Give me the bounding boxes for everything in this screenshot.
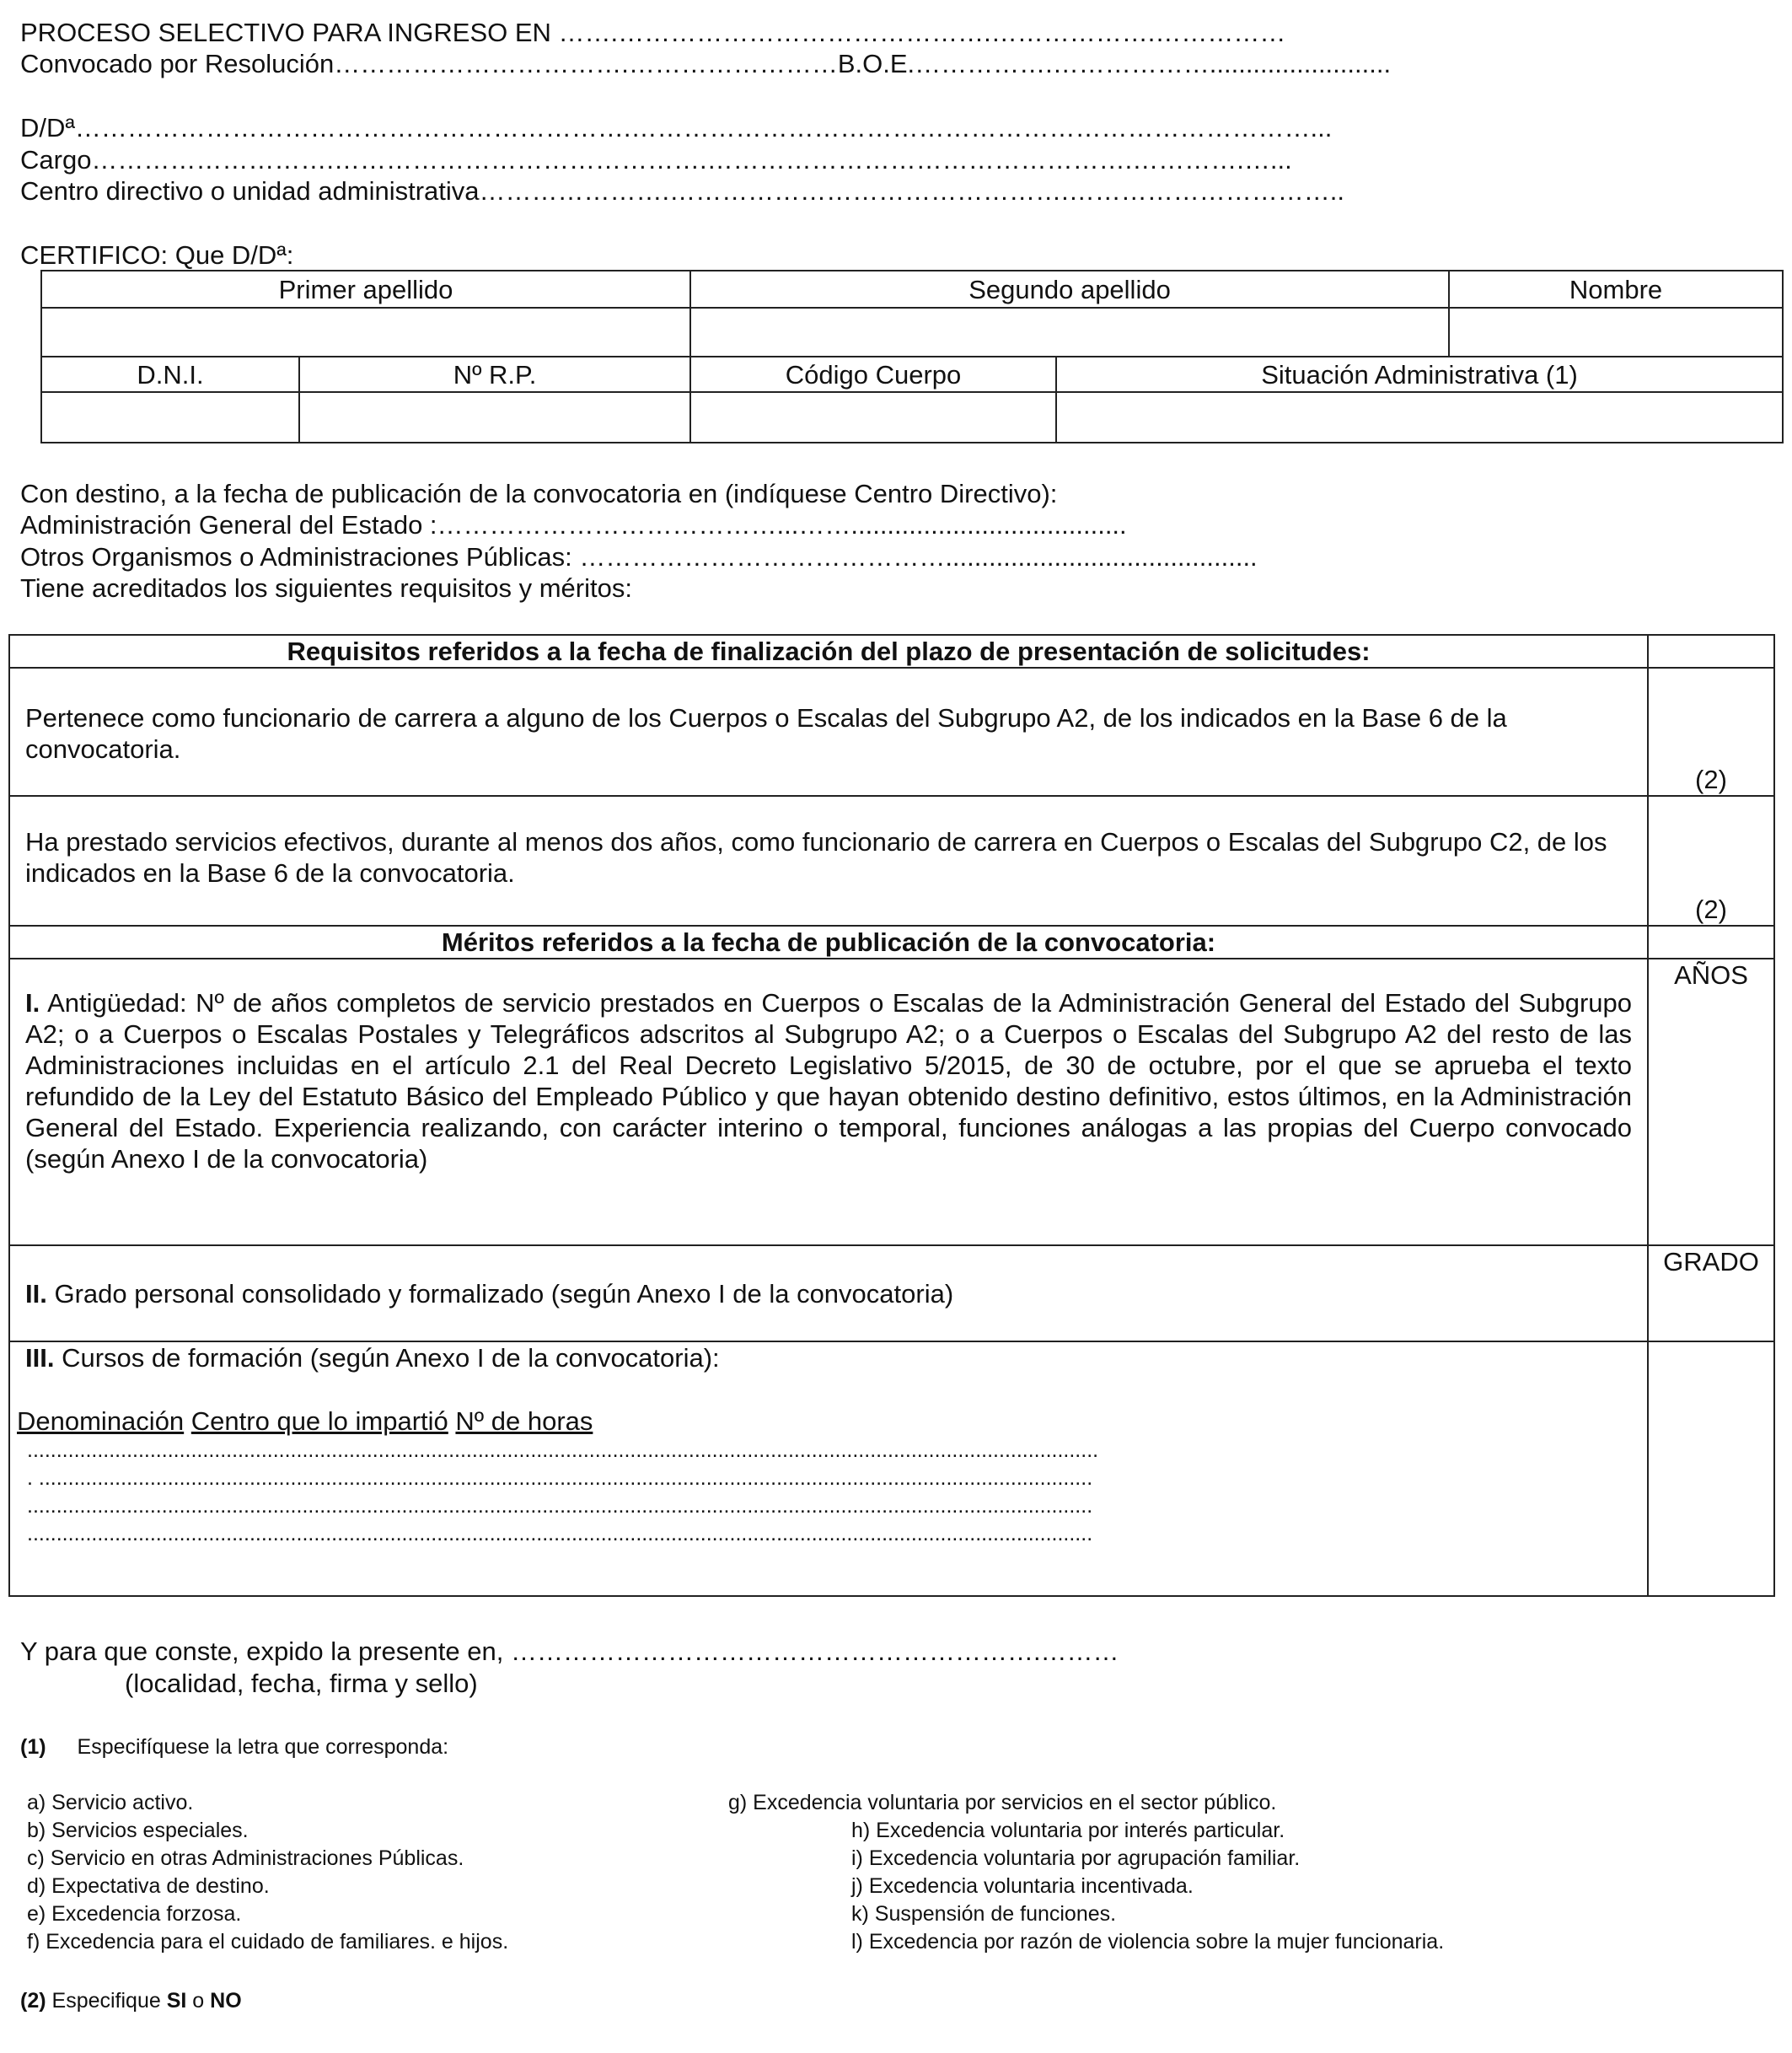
header-codigo-cuerpo: Código Cuerpo [690,357,1056,392]
situacion-g: g) Excedencia voluntaria por servicios en el sector público. [728,1791,1277,1814]
header-situacion: Situación Administrativa (1) [1056,357,1783,392]
acreditados-line: Tiene acreditados los siguientes requisitos y méritos: [20,573,632,603]
situacion-l: l) Excedencia por razón de violencia sobre la mujer funcionaria. [851,1930,1445,1954]
situacion-h: h) Excedencia voluntaria por interés particular. [851,1819,1285,1842]
col-centro: Centro que lo impartió [190,1406,448,1436]
note2-o: o [192,1989,205,2013]
segundo-apellido-field[interactable] [690,308,1449,357]
curso-line-1[interactable]: ....................................................................................................................................................................................... [27,1438,1099,1462]
primer-apellido-field[interactable] [41,308,690,357]
identity-table [40,270,1784,443]
merito-grado-label: II. [25,1278,47,1309]
nombre-field[interactable] [1449,308,1783,357]
merito-cursos [9,1341,1648,1596]
note1 [20,1733,448,1761]
age-line: Administración General del Estado :…………………………………...……...................................... [20,510,1127,540]
convocado-line: Convocado por Resolución…………………………….……………………B.O.E.…………….………………......................... [20,49,1392,78]
curso-line-2[interactable]: . .................................................................................................................................................................................... [27,1466,1093,1490]
merito-cursos-label: III. [25,1343,55,1373]
situacion-c: c) Servicio en otras Administraciones Públicas. [27,1846,464,1870]
situacion-j: j) Excedencia voluntaria incentivada. [851,1874,1194,1898]
meritos-heading-side [1648,926,1774,959]
nrp-field[interactable] [299,392,690,443]
header-segundo-apellido: Segundo apellido [690,271,1449,308]
situacion-f: f) Excedencia para el cuidado de familiares. e hijos. [27,1930,509,1954]
situacion-a: a) Servicio activo. [27,1791,194,1814]
requisito-pertenece: Pertenece como funcionario de carrera a alguno de los Cuerpos o Escalas del Subgrupo A2, de los indicados en la Base 6 de la convocatoria. [9,668,1648,796]
note1-text: Especifíquese la letra que corresponda: [77,1735,449,1759]
localidad-line: (localidad, fecha, firma y sello) [125,1669,478,1698]
requisito-servicios-mark[interactable]: (2) [1648,796,1774,926]
merito-grado-text: Grado personal consolidado y formalizado (según Anexo I de la convocatoria) [54,1278,954,1309]
requisitos-heading-side [1648,635,1774,668]
centro-line: Centro directivo o unidad administrativa………………….……………………………………….………………………….. [20,176,1344,206]
curso-line-3[interactable]: ...................................................................................................................................................................................... [27,1494,1093,1518]
conste-line: Y para que conste, expido la presente en, …………………………………………………….……… [20,1636,1119,1666]
merito-grado [9,1245,1648,1341]
header-dni: D.N.I. [41,357,299,392]
note2-label: (2) [20,1989,46,2013]
dd-line: D/Dª……………………………………………………….……………………………………………………………………... [20,113,1333,142]
merito-antiguedad-label: I. [25,988,40,1018]
destino-line: Con destino, a la fecha de publicación de la convocatoria en (indíquese Centro Directivo): [20,479,1058,508]
header-nombre: Nombre [1449,271,1783,308]
situacion-d: d) Expectativa de destino. [27,1874,270,1898]
anos-field[interactable]: AÑOS [1648,959,1774,1245]
note1-label: (1) [20,1735,46,1759]
codigo-cuerpo-field[interactable] [690,392,1056,443]
note2-no: NO [210,1989,242,2013]
situaciones-right [851,1817,1444,1956]
proceso-line: PROCESO SELECTIVO PARA INGRESO EN …….…………………………………….……………….…………… [20,18,1286,47]
grado-field[interactable]: GRADO [1648,1245,1774,1341]
requisito-pertenece-mark[interactable]: (2) [1648,668,1774,796]
dni-field[interactable] [41,392,299,443]
meritos-heading: Méritos referidos a la fecha de publicación de la convocatoria: [9,926,1648,959]
situacion-e: e) Excedencia forzosa. [27,1902,242,1926]
merito-antiguedad-text: Antigüedad: Nº de años completos de servicio prestados en Cuerpos o Escalas de la Administración General del Estado del Subgrupo A2; o a Cuerpos o Escalas Postales y Telegráficos adscritos al Subgrupo A2; o a Cuerpos o Escalas del Subgrupo A2 del resto de las Administraciones incluidas en el artículo 2.1 del Real Decreto Legislativo 5/2015, de 30 de octubre, por el que se aprueba el texto refundido de la Ley del Estatuto Básico del Empleado Público y que hayan obtenido destino definitivo, estos últimos, en la Administración General del Estado. Experiencia realizando, con carácter interino o temporal, funciones análogas a las propias del Cuerpo convocado (según Anexo I de la convocatoria) [25,988,1632,1174]
merito-antiguedad [9,959,1648,1245]
cargo-line: Cargo……………………….…………………………………….………………………………………….………….…... [20,145,1292,175]
situacion-field[interactable] [1056,392,1783,443]
merito-cursos-title [17,1342,1634,1373]
situaciones-left [27,1789,508,1956]
certifico-line: CERTIFICO: Que D/Dª: [20,240,294,270]
header-primer-apellido: Primer apellido [41,271,690,308]
otros-organismos-line: Otros Organismos o Administraciones Públicas: ……………………………………........................................... [20,542,1258,572]
col-denominacion: Denominación [17,1406,185,1436]
note2 [20,1987,242,2015]
col-horas: Nº de horas [455,1406,593,1436]
cursos-side-field[interactable] [1648,1341,1774,1596]
note2-pre: Especifique [51,1989,161,2013]
situacion-b: b) Servicios especiales. [27,1819,249,1842]
cursos-columns [17,1405,1634,1437]
requisitos-heading: Requisitos referidos a la fecha de finalización del plazo de presentación de solicitudes: [9,635,1648,668]
requisitos-meritos-table [8,634,1775,1597]
merito-cursos-text: Cursos de formación (según Anexo I de la convocatoria): [62,1343,720,1373]
note2-si: SI [166,1989,187,2013]
situacion-k: k) Suspensión de funciones. [851,1902,1117,1926]
situacion-i: i) Excedencia voluntaria por agrupación familiar. [851,1846,1301,1870]
requisito-servicios: Ha prestado servicios efectivos, durante al menos dos años, como funcionario de carrera en Cuerpos o Escalas del Subgrupo C2, de los indicados en la Base 6 de la convocatoria. [9,796,1648,926]
header-nrp: Nº R.P. [299,357,690,392]
curso-line-4[interactable]: ...................................................................................................................................................................................... [27,1522,1093,1545]
